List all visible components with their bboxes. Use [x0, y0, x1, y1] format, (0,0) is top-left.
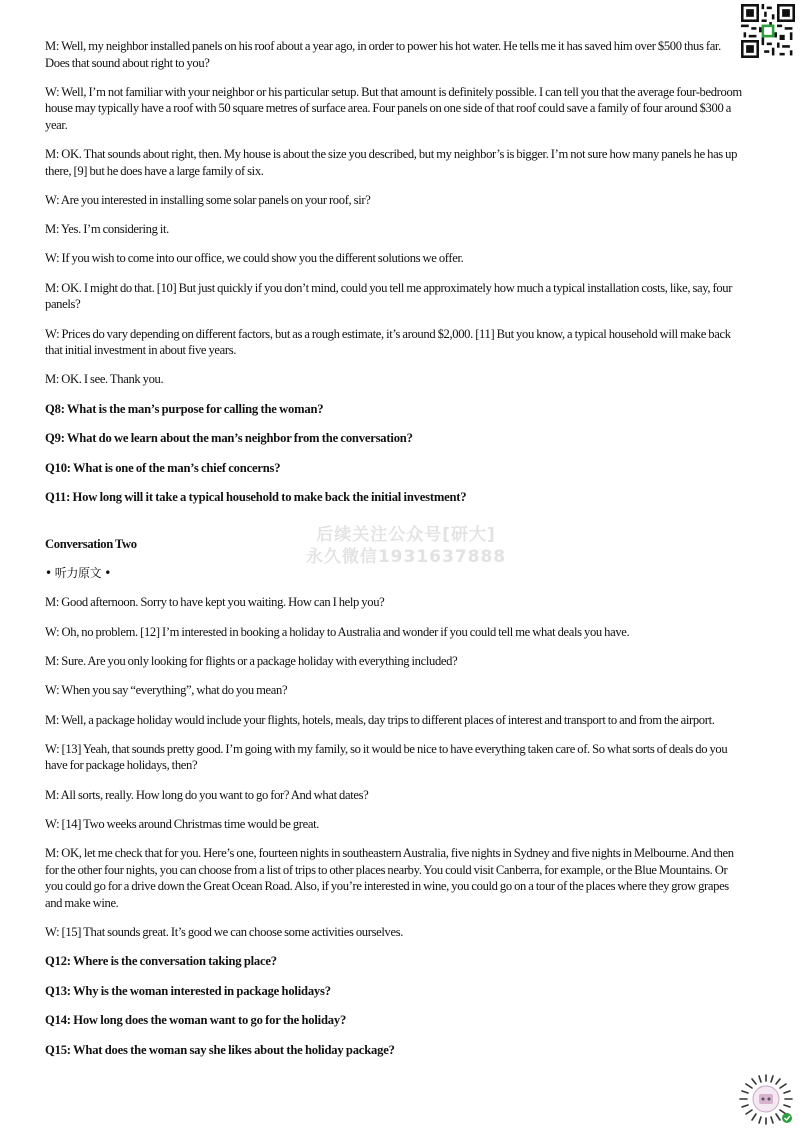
watermark-line: 后续关注公众号[研大] [316, 525, 496, 545]
dialogue-line: W: [14] Two weeks around Christmas time would be great. [45, 817, 320, 832]
dialogue-line: M: OK, let me check that for you. Here’s one, fourteen nights in southeastern Australia, five nights in Sydney and five nights in Melbourne. And then for the other four nights, you can choose from a list of trips to other places nearby. You could visit Canberra, for example, or the Blue Mountains. Or you could go for a drive down the Great Ocean Road. Also, if you’re interested in wine, you could go on a tour of the places where they grow grapes and make wine. [45, 846, 734, 910]
question-q9: Q9: What do we learn about the man’s neighbor from the conversation? [45, 431, 413, 446]
dialogue-line: M: Well, my neighbor installed panels on his roof about a year ago, in order to power his hot water. He tells me it has saved him over $500 thus far. Does that sound about right to you? [45, 39, 721, 70]
dialogue-line: M: Good afternoon. Sorry to have kept you waiting. How can I help you? [45, 595, 385, 610]
question-q10: Q10: What is one of the man’s chief concerns? [45, 460, 281, 475]
watermark-line: 永久微信1931637888 [305, 547, 507, 567]
question-q14: Q14: How long does the woman want to go for the holiday? [45, 1013, 347, 1028]
dialogue-line: M: OK. I might do that. [10] But just quickly if you don’t mind, could you tell me approximately how much a typical installation costs, like, say, four panels? [45, 280, 733, 312]
dialogue-line: M: OK. That sounds about right, then. My house is about the size you described, but my neighbor’s is bigger. I’m not sure how many panels he has up there, [9] but he does have a large family of six. [45, 147, 738, 178]
dialogue-line: W: Are you interested in installing some solar panels on your roof, sir? [45, 192, 371, 207]
dialogue-line: M: OK. I see. Thank you. [45, 372, 164, 387]
dialogue-line: M: Well, a package holiday would include your flights, hotels, meals, day trips to different places of interest and transport to and from the airport. [45, 712, 715, 727]
dialogue-line: W: Oh, no problem. [12] I’m interested in booking a holiday to Australia and wonder if you could tell me what deals you have. [45, 624, 630, 639]
dialogue-line: W: Well, I’m not familiar with your neighbor or his particular setup. But that amount is definitely possible. I can tell you that the average four-bedroom house may typically have a roof with 50 square metres of surface area. Four panels on one side of that roof could save a family of four around $300 a year. [45, 84, 742, 132]
dialogue-line: M: Sure. Are you only looking for flights or a package holiday with everything included? [45, 654, 458, 669]
question-q8: Q8: What is the man’s purpose for calling the woman? [45, 401, 324, 416]
watermark [296, 524, 516, 568]
question-q12: Q12: Where is the conversation taking place? [45, 954, 277, 969]
dialogue-line: W: [15] That sounds great. It’s good we can choose some activities ourselves. [45, 925, 404, 940]
dialogue-line: W: Prices do vary depending on different factors, but as a rough estimate, it’s around $2,000. [11] But you know, a typical household will make back that initial investment in about five years. [45, 326, 731, 358]
section-heading: Conversation Two [45, 536, 137, 551]
dialogue-line: W: [13] Yeah, that sounds pretty good. I’m going with my family, so it would be nice to have everything taken care of. So what sorts of deals do you have for package holidays, then? [45, 741, 728, 773]
dialogue-line: W: When you say “everything”, what do you mean? [45, 683, 288, 698]
dialogue-line: M: Yes. I’m considering it. [45, 222, 169, 237]
dialogue-line: W: If you wish to come into our office, we could show you the different solutions we offer. [45, 251, 464, 266]
transcript-tag: • 听力原文 • [45, 566, 111, 581]
question-q15: Q15: What does the woman say she likes about the holiday package? [45, 1042, 395, 1057]
mini-program-code-icon [737, 1072, 795, 1128]
question-q11: Q11: How long will it take a typical household to make back the initial investment? [45, 490, 467, 505]
question-q13: Q13: Why is the woman interested in package holidays? [45, 983, 331, 998]
dialogue-line: M: All sorts, really. How long do you want to go for? And what dates? [45, 787, 369, 802]
qr-code-icon [741, 4, 795, 58]
